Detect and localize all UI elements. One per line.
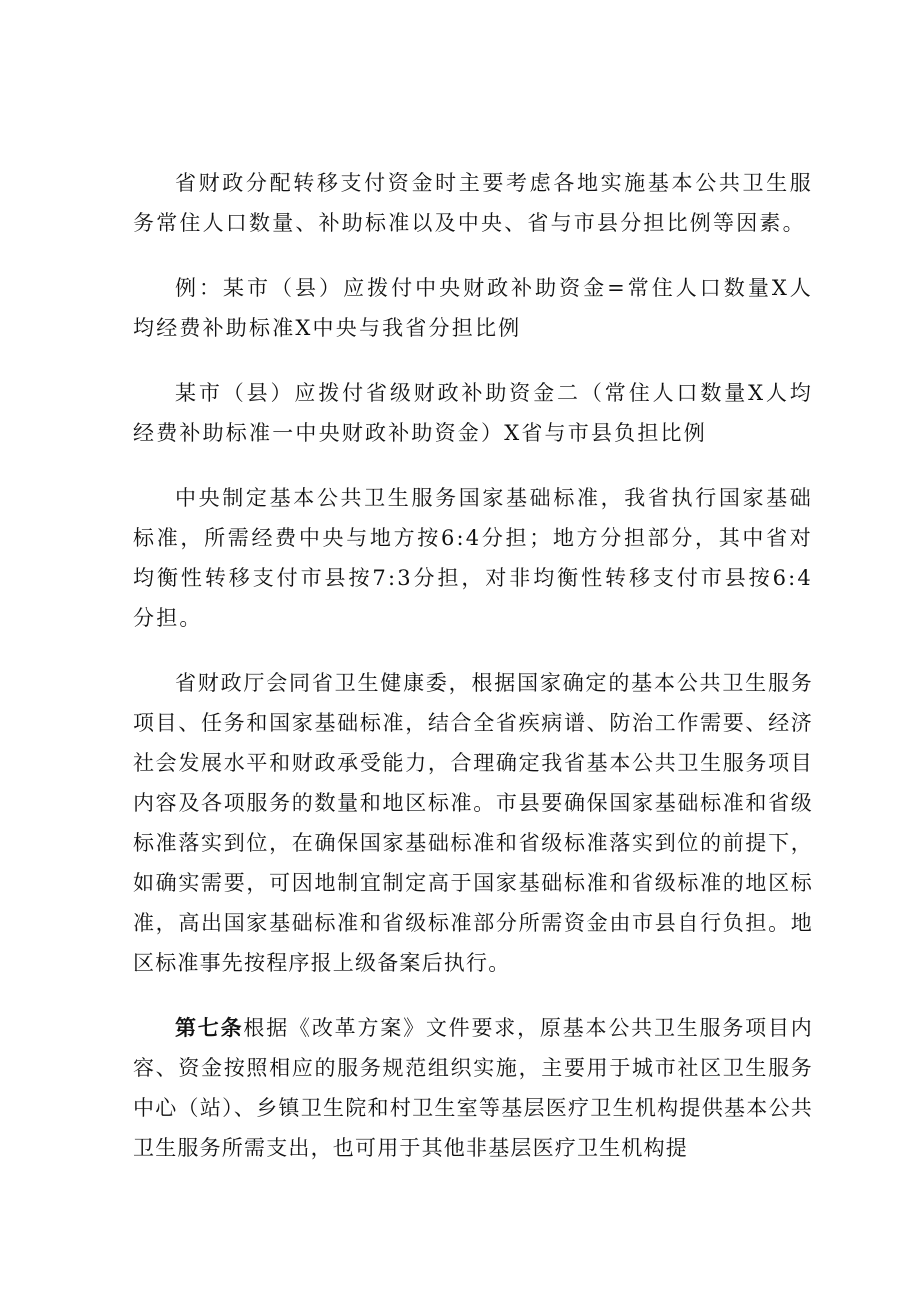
article-7-text: 根据《改革方案》文件要求，原基本公共卫生服务项目内容、资金按照相应的服务规范组织实施，主要用于城市社区卫生服务中心（站）、乡镇卫生院和村卫生室等基层医疗卫生机构提供基本公共卫生服务所需支出，也可用于其他非基层医疗卫生机构提 <box>133 1016 813 1160</box>
document-body <box>133 163 813 1193</box>
paragraph-provincial-subsidy-formula: 某市（县）应拨付省级财政补助资金二（常住人口数量X人均经费补助标准一中央财政补助资金）X省与市县负担比例 <box>133 381 813 445</box>
paragraph-article-7 <box>133 1008 813 1168</box>
paragraph-cost-sharing-ratio: 中央制定基本公共卫生服务国家基础标准，我省执行国家基础标准，所需经费中央与地方按6:4分担；地方分担部分，其中省对均衡性转移支付市县按7:3分担，对非均衡性转移支付市县按6:4分担。 <box>133 486 813 630</box>
paragraph-central-subsidy-example: 例：某市（县）应拨付中央财政补助资金=常住人口数量X人均经费补助标准X中央与我省分担比例 <box>133 276 813 340</box>
paragraph-local-standards: 省财政厅会同省卫生健康委，根据国家确定的基本公共卫生服务项目、任务和国家基础标准，结合全省疾病谱、防治工作需要、经济社会发展水平和财政承受能力，合理确定我省基本公共卫生服务项目内容及各项服务的数量和地区标准。市县要确保国家基础标准和省级标准落实到位，在确保国家基础标准和省级标准落实到位的前提下，如确实需要，可因地制宜制定高于国家基础标准和省级标准的地区标准，高出国家基础标准和省级标准部分所需资金由市县自行负担。地区标准事先按程序报上级备案后执行。 <box>133 671 813 975</box>
paragraph-allocation-factors: 省财政分配转移支付资金时主要考虑各地实施基本公共卫生服务常住人口数量、补助标准以及中央、省与市县分担比例等因素。 <box>133 171 813 235</box>
article-7-label: 第七条 <box>175 1016 244 1040</box>
